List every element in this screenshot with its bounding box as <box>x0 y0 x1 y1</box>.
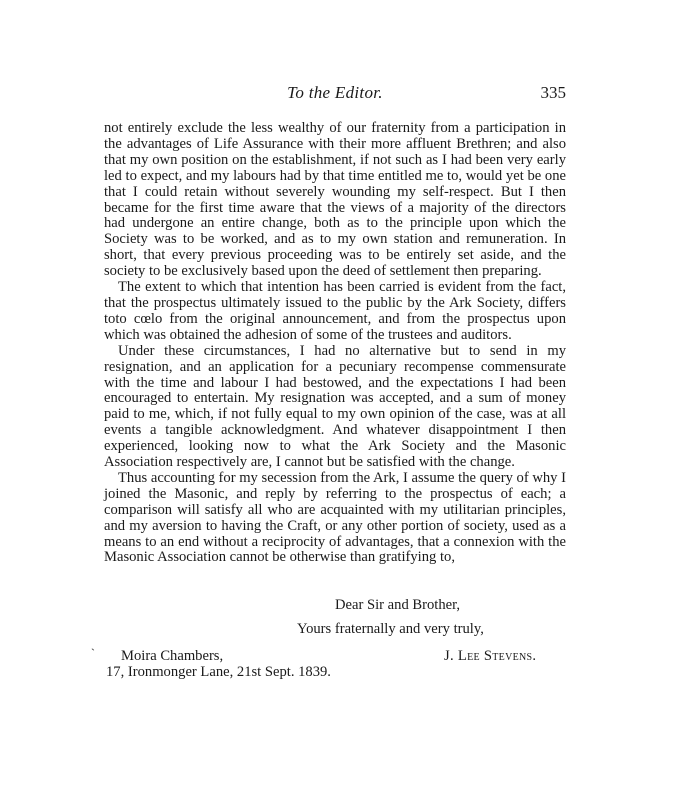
letter-body <box>104 121 566 566</box>
running-title: To the Editor. <box>287 83 383 102</box>
salutation: Dear Sir and Brother, <box>335 597 461 613</box>
address-line-1: Moira Chambers, <box>121 648 224 664</box>
paragraph-2: The extent to which that intention has been carried is evident from the fact, that the prospectus ultimately issued to the public by the Ark Society, differs toto cœlo from the original announcement, and from the prospectus upon which was obtained the adhesion of some of the trustees and auditors. <box>104 279 566 343</box>
page-header <box>104 83 566 107</box>
paragraph-4: Thus accounting for my secession from the Ark, I assume the query of why I joined the Masonic, and reply by referring to the prospectus of each; a comparison will satisfy all who are acquainted with my utilitarian principles, and my aversion to having the Craft, or any other portion of society, used as a means to an end without a reciprocity of advantages, that a connexion with the Masonic Association cannot be otherwise than gratifying to, <box>104 469 566 566</box>
paragraph-3: Under these circumstances, I had no alternative but to send in my resignation, and an application for a pecuniary recompense commensurate with the time and labour I had bestowed, and the expectations I had been encouraged to entertain. My resignation was accepted, and a sum of money paid to me, which, if not fully equal to my own opinion of the case, was at all events a tangible acknowledgment. And whatever disappointment I then experienced, looking now to what the Ark Society and the Masonic Association respectively are, I cannot but be satisfied with the change. <box>104 342 566 471</box>
page-number: 335 <box>540 83 566 102</box>
stray-mark: ` <box>91 646 95 660</box>
paragraph-1: not entirely exclude the less wealthy of our fraternity from a participation in the advantages of Life Assurance with their more affluent Brethren; and also that my own position on the establishment, if not such as I had been very early led to expect, and my labours had by that time entitled me to, would yet be one that I could retain without severely wounding my self-respect. But I then became for the first time aware that the views of a majority of the directors had undergone an entire change, both as to the principle upon which the Society was to be worked, and as to my own station and remuneration. In short, that every previous proceeding was to be entirely set aside, and the society to be exclusively based upon the deed of settlement then preparing. <box>104 120 566 280</box>
address-line-2: 17, Ironmonger Lane, 21st Sept. 1839. <box>106 664 331 680</box>
signature: J. Lee Stevens. <box>444 648 537 664</box>
valediction: Yours fraternally and very truly, <box>297 621 484 637</box>
